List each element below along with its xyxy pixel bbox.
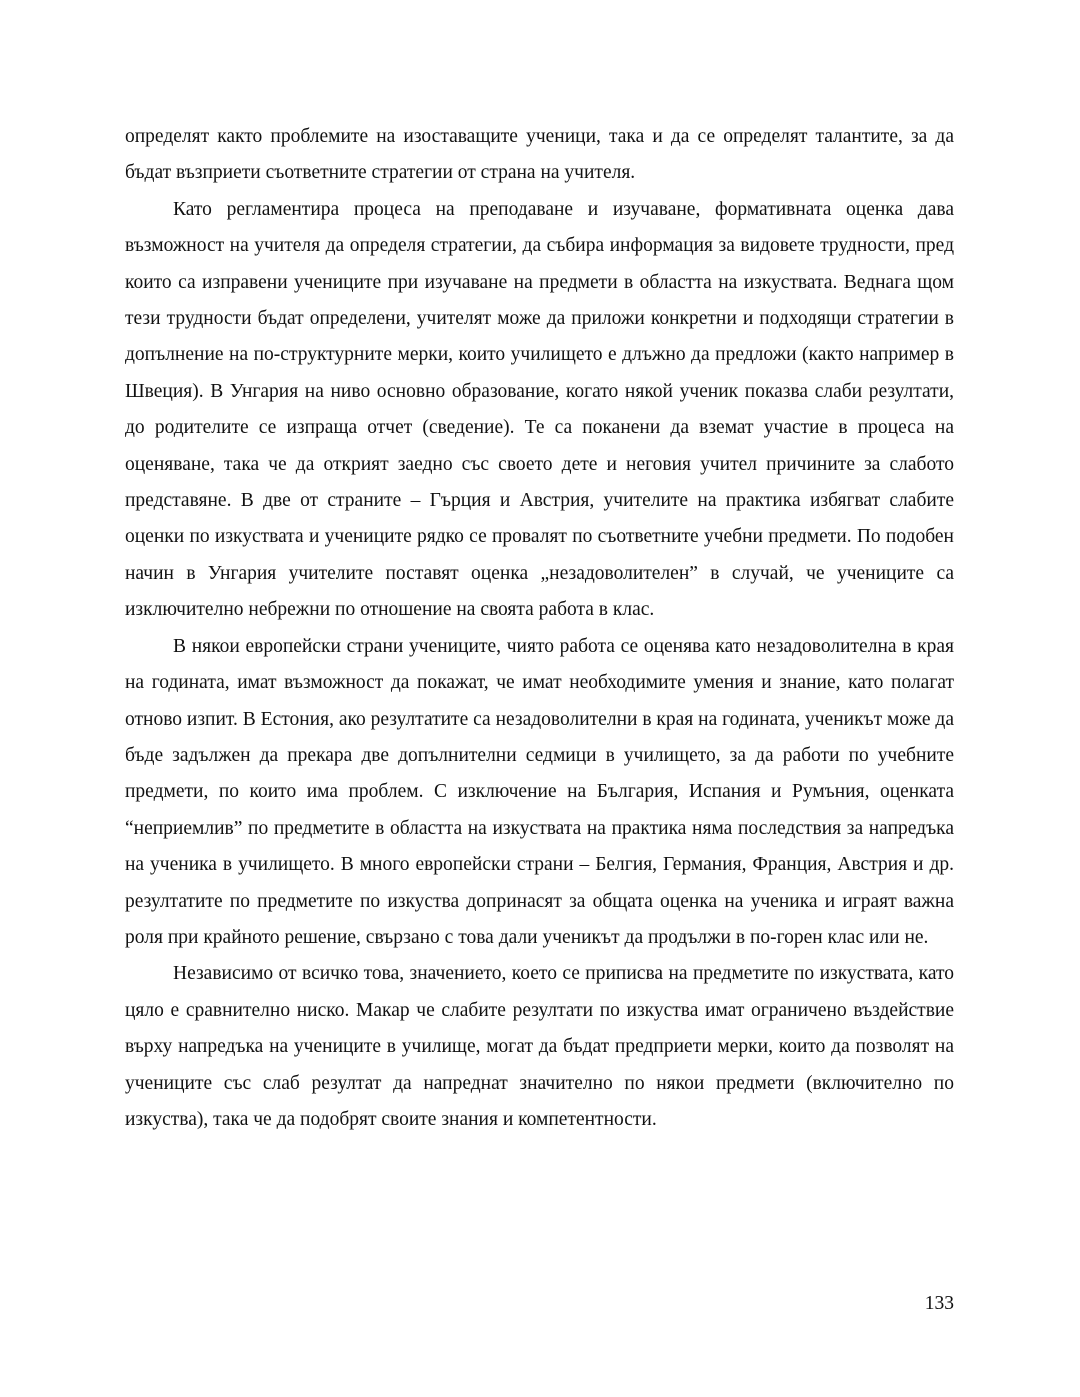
paragraph-european-countries: В някои европейски страни учениците, чиято работа се оценява като незадоволителна в края на годината, имат възможност да покажат, че имат необходимите умения и знание, като полагат отново изпит. В Естония, ако резултатите са незадоволителни в края на годината, ученикът може да бъде задължен да прекара две допълнителни седмици в училището, за да работи по учебните предмети, по които има проблем. С изключение на България, Испания и Румъния, оценката “неприемлив” по предметите в областта на изкуствата на практика няма последствия за напредъка на ученика в училището. В много европейски страни – Белгия, Германия, Франция, Австрия и др. резултатите по предметите по изкуства допринасят за общата оценка на ученика и играят важна роля при крайното решение, свързано с това дали ученикът да продължи в по-горен клас или не.	[125, 635, 954, 948]
paragraph-continuation: определят както проблемите на изоставащите ученици, така и да се определят талантите, за да бъдат възприети съответните стратегии от страна на учителя.	[125, 126, 954, 184]
body-text	[125, 119, 954, 1138]
paragraph-conclusion: Независимо от всичко това, значението, което се приписва на предметите по изкуствата, като цяло е сравнително ниско. Макар че слабите резултати по изкуства имат ограничено въздействие върху напредъка на учениците в училище, могат да бъдат предприети мерки, които да позволят на учениците със слаб резултат да напреднат значително по някои предмети (включително по изкуства), така че да подобрят своите знания и компетентности.	[125, 963, 954, 1130]
page-number: 133	[924, 1293, 954, 1314]
paragraph-formative-assessment: Като регламентира процеса на преподаване и изучаване, формативната оценка дава възможност на учителя да определя стратегии, да събира информация за видовете трудности, пред които са изправени учениците при изучаване на предмети в областта на изкуствата. Веднага щом тези трудности бъдат определени, учителят може да приложи конкретни и подходящи стратегии в допълнение на по-структурните мерки, които училището е длъжно да предложи (както например в Швеция). В Унгария на ниво основно образование, когато някой ученик показва слаби резултати, до родителите се изпраща отчет (сведение). Те са поканени да вземат участие в процеса на оценяване, така че да открият заедно със своето дете и неговия учител причините за слабото представяне. В две от страните – Гърция и Австрия, учителите на практика избягват слабите оценки по изкуствата и учениците рядко се провалят по съответните учебни предмети. По подобен начин в Унгария учителите поставят оценка „незадоволителен” в случай, че учениците са изключително небрежни по отношение на своята работа в клас.	[125, 198, 954, 621]
